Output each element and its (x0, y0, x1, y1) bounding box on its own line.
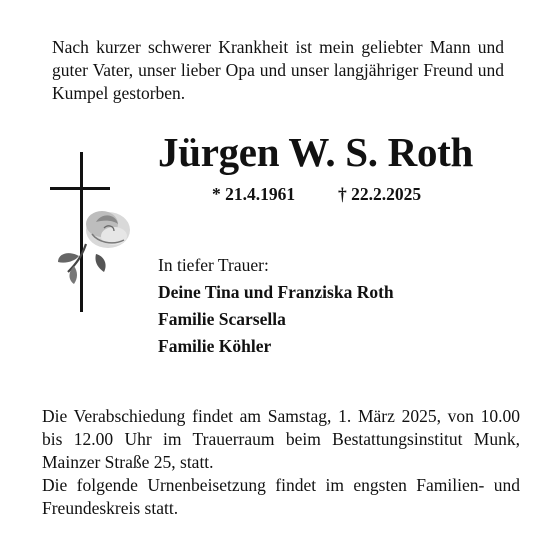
intro-text: Nach kurzer schwerer Krankheit ist mein geliebter Mann und guter Vater, unser lieber Opa und unser langjähriger Freund und Kumpel gestorben. (52, 37, 504, 103)
death-date: † 22.2.2025 (338, 184, 422, 204)
mourner-line: Familie Scarsella (158, 309, 286, 329)
memorial-symbol (46, 152, 136, 312)
mourning-block (158, 252, 394, 360)
rose-icon (58, 211, 130, 284)
birth-date: * 21.4.1961 (212, 184, 296, 204)
mourning-heading: In tiefer Trauer: (158, 255, 269, 275)
mourner-line: Familie Köhler (158, 336, 272, 356)
service-details (42, 405, 520, 520)
mourner-line: Deine Tina und Franziska Roth (158, 282, 394, 302)
deceased-name: Jürgen W. S. Roth (158, 129, 474, 175)
farewell-text: Die Verabschiedung findet am Samstag, 1. März 2025, von 10.00 bis 12.00 Uhr im Trauerraum beim Bestattungsinstitut Munk, Mainzer Straße 25, statt. (42, 406, 520, 472)
urn-burial-text: Die folgende Urnenbeisetzung findet im engsten Familien- und Freundeskreis statt. (42, 475, 520, 518)
